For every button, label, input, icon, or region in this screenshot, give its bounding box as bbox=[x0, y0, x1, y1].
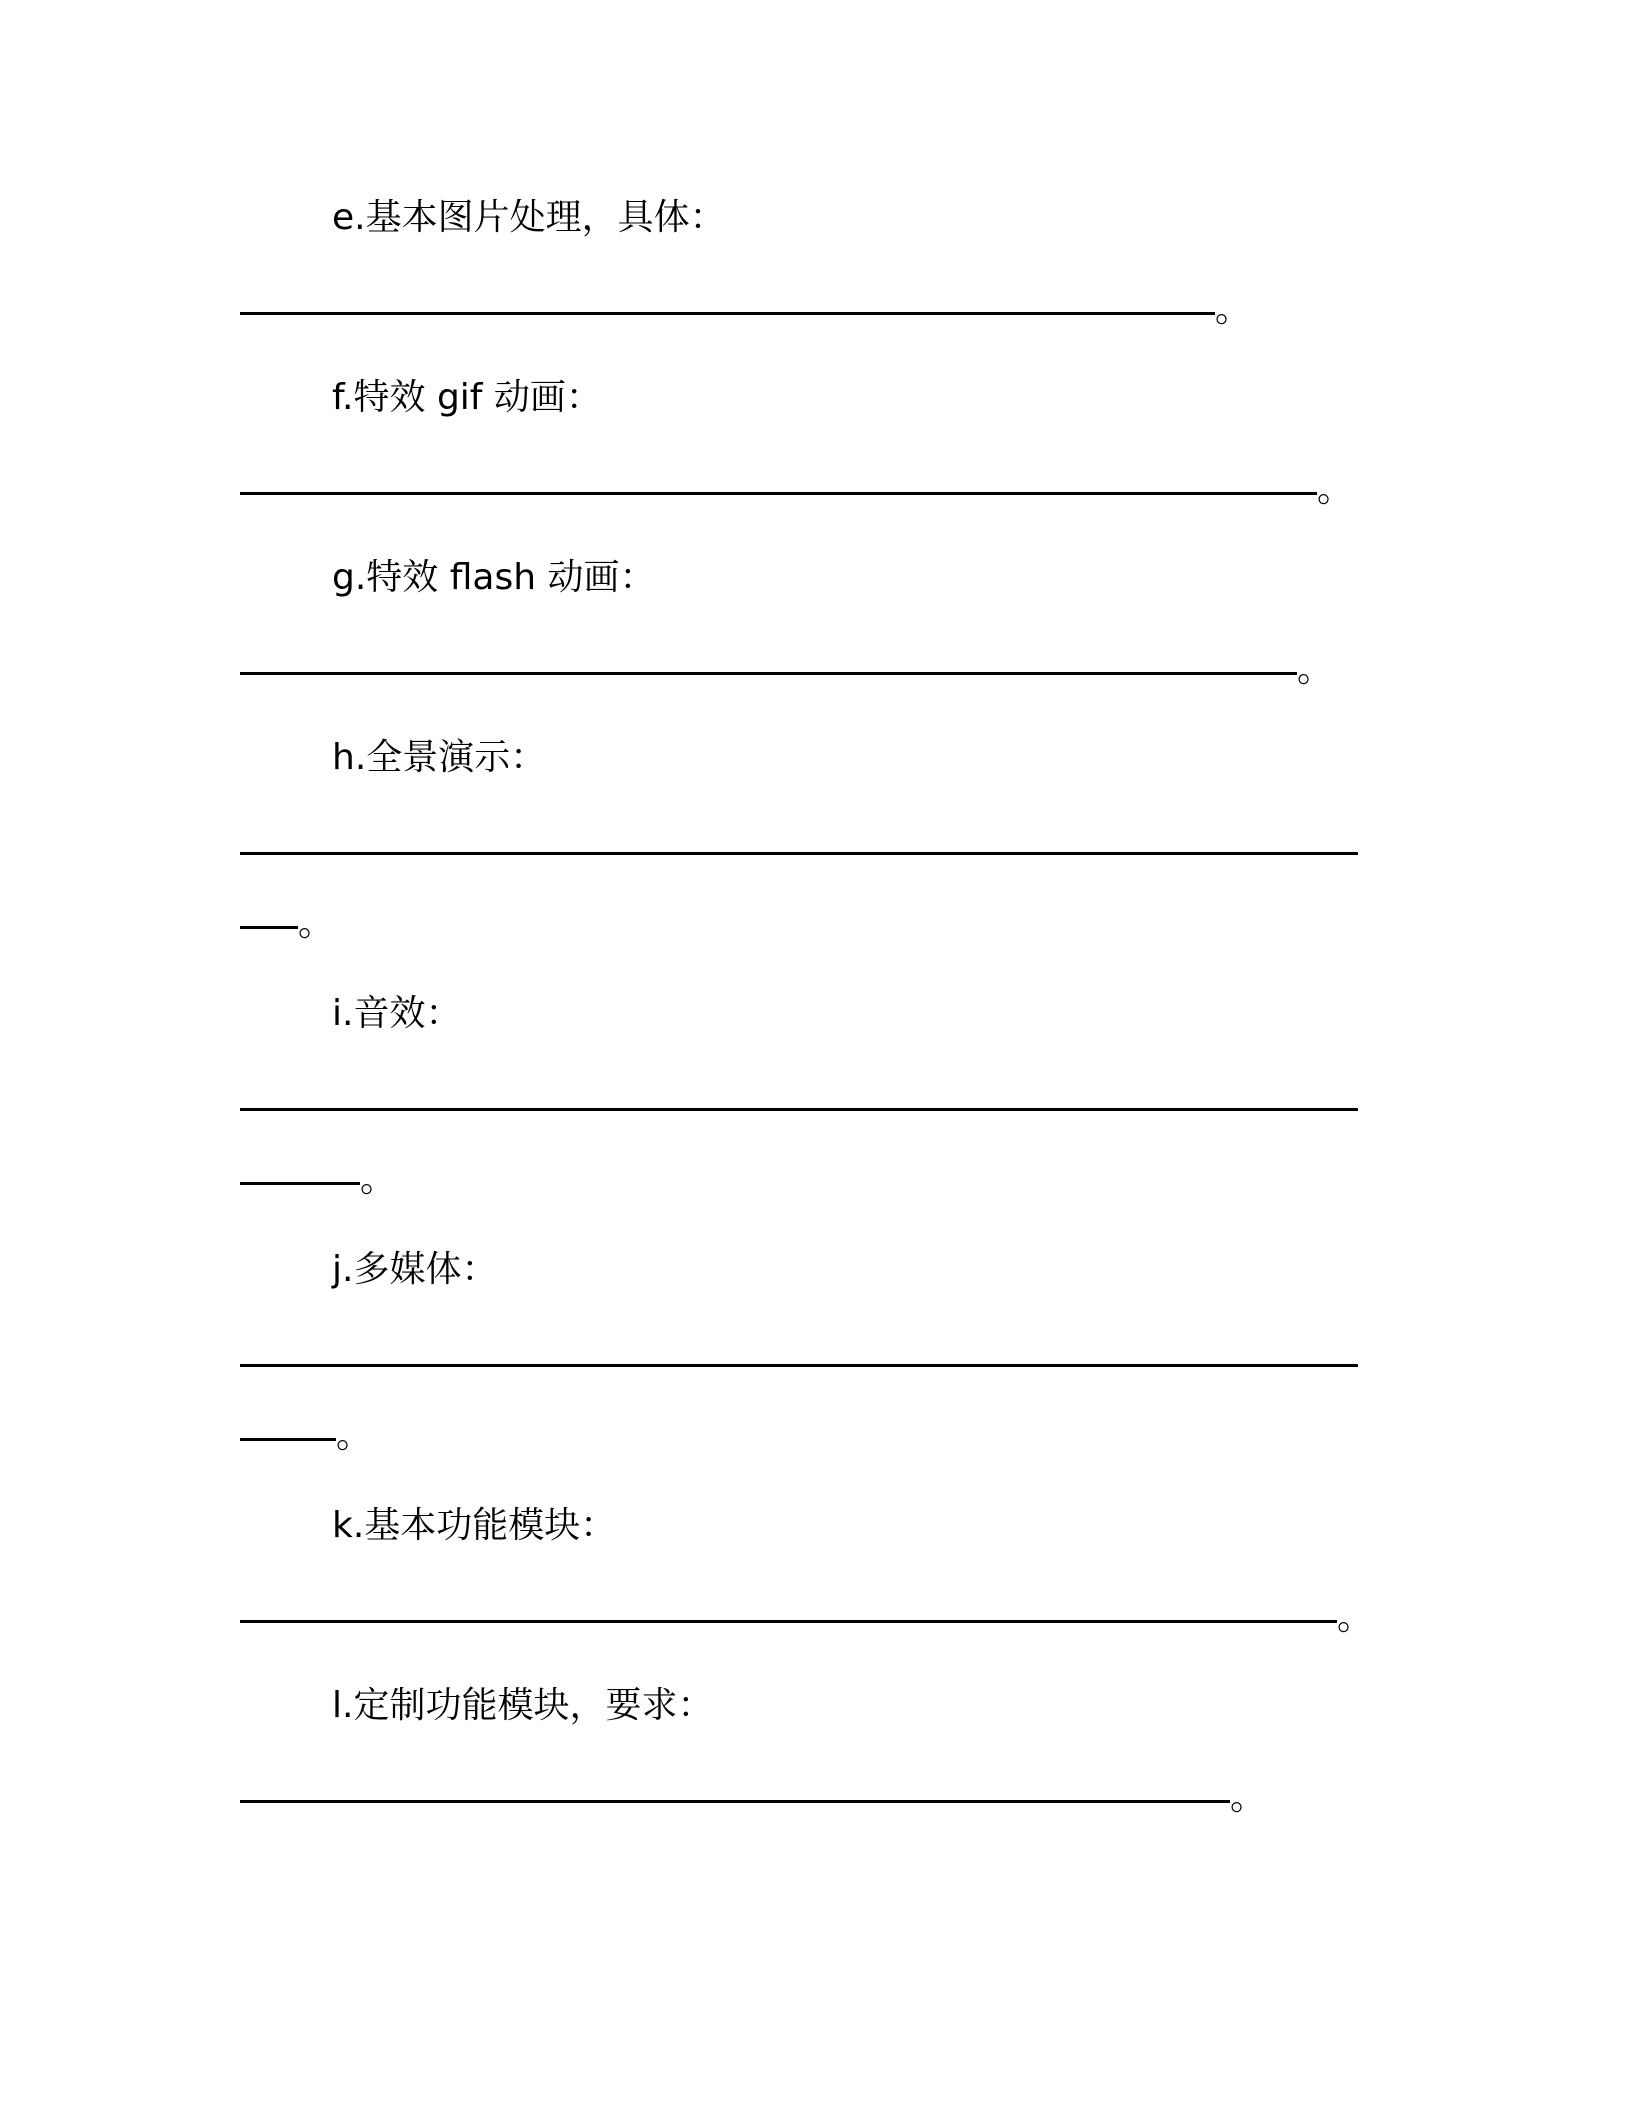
item-f-period: 。 bbox=[1317, 469, 1354, 510]
item-i-label: i.音效： bbox=[332, 993, 462, 1034]
item-e-period: 。 bbox=[1215, 289, 1252, 330]
item-h-period: 。 bbox=[298, 903, 335, 944]
item-j-blank-line-2 bbox=[240, 1438, 336, 1441]
item-i-blank-line-1 bbox=[240, 1108, 1358, 1111]
item-h-label: h.全景演示： bbox=[332, 737, 547, 778]
item-g-blank-line bbox=[240, 672, 1297, 675]
item-h-blank-line-2 bbox=[240, 926, 298, 929]
item-i-blank-line-2 bbox=[240, 1182, 360, 1185]
item-i-period: 。 bbox=[360, 1159, 397, 1200]
item-h-blank-line-1 bbox=[240, 852, 1358, 855]
item-e-blank-line bbox=[240, 312, 1215, 315]
item-e-label: e.基本图片处理，具体： bbox=[332, 197, 726, 238]
item-g-period: 。 bbox=[1297, 649, 1334, 690]
item-k-period: 。 bbox=[1337, 1597, 1374, 1638]
item-l-blank-line bbox=[240, 1800, 1230, 1803]
item-l-period: 。 bbox=[1230, 1777, 1267, 1818]
item-j-label: j.多媒体： bbox=[332, 1249, 498, 1290]
item-k-label: k.基本功能模块： bbox=[332, 1505, 617, 1546]
item-j-blank-line-1 bbox=[240, 1364, 1358, 1367]
item-k-blank-line bbox=[240, 1620, 1337, 1623]
item-l-label: l.定制功能模块，要求： bbox=[332, 1685, 714, 1726]
item-f-label: f.特效 gif 动画： bbox=[332, 377, 602, 418]
item-j-period: 。 bbox=[336, 1415, 373, 1456]
item-g-label: g.特效 flash 动画： bbox=[332, 557, 656, 598]
item-f-blank-line bbox=[240, 492, 1317, 495]
